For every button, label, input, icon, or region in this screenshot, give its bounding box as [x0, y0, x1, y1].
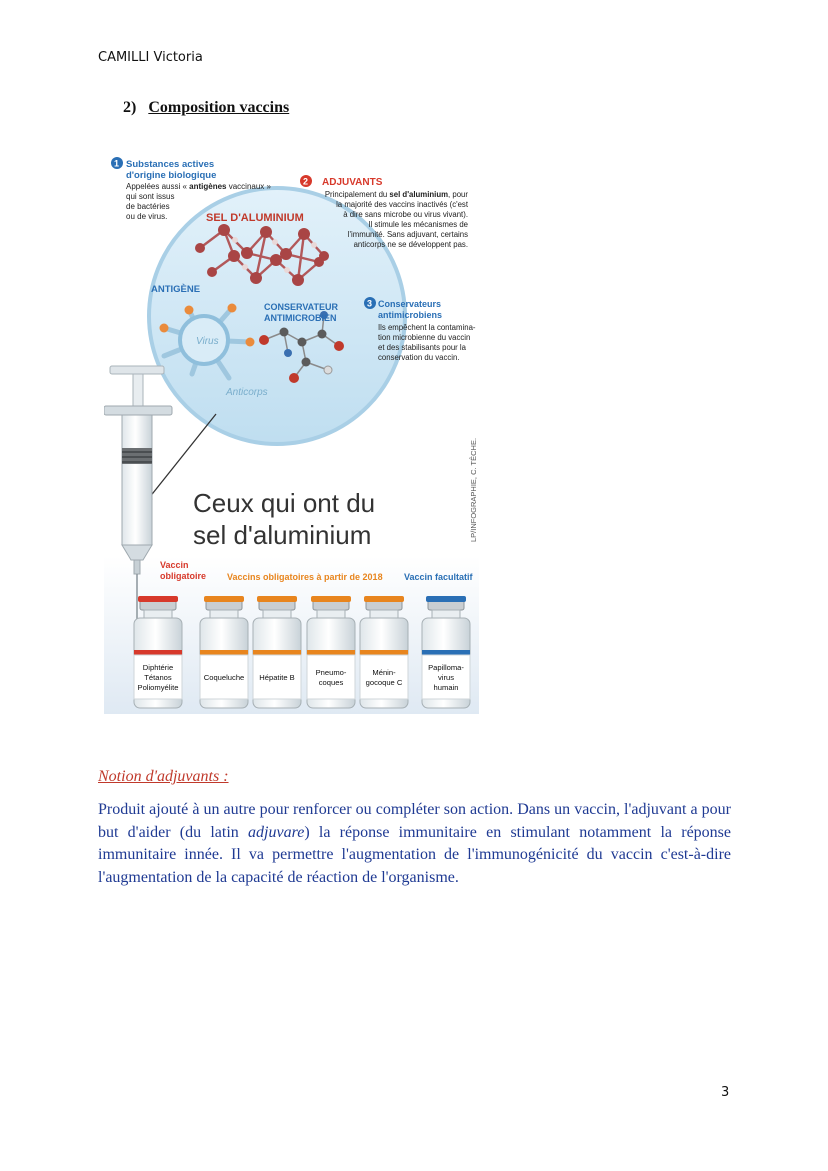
latin-term: adjuvare — [248, 823, 305, 841]
group-obligatoire-line2: obligatoire — [160, 571, 207, 581]
item2-line3: à dire sans microbe ou virus vivant). — [343, 210, 468, 219]
infographic-credit: LP/INFOGRAPHIE, C. TÊCHE. — [469, 437, 478, 542]
item1-desc-line3: de bactéries — [126, 202, 170, 211]
item3-line4: conservation du vaccin. — [378, 353, 460, 362]
vial-1-label-line: Diphtérie — [142, 663, 174, 672]
badge-1-number: 1 — [114, 158, 120, 169]
headline-line2: sel d'aluminium — [193, 520, 372, 550]
vaccine-composition-infographic — [104, 150, 479, 714]
item1-desc-line1: Appelées aussi « antigènes vaccinaux » — [126, 182, 271, 191]
item1-desc-line4: ou de virus. — [126, 212, 168, 221]
notion-body: Produit ajouté à un autre pour renforcer ou compléter son action. Dans un vaccin, l'adjuvant a pour but d'aider (du latin adjuvare) la réponse immunitaire en stimulant notamment la réponse immunitaire innée. Il va permettre l'augmentation de l'immunogénicité du vaccin c'est-à-dire l'augmentation de la capacité de réaction de l'organisme. — [98, 801, 731, 886]
item3-line1: Ils empêchent la contamina- — [378, 323, 476, 332]
item1-desc-line2: qui sont issus — [126, 192, 175, 201]
item2-line6: anticorps ne se développent pas. — [353, 240, 468, 249]
group-facultatif: Vaccin facultatif — [404, 572, 473, 582]
item2-line4: Il stimule les mécanismes de — [368, 220, 468, 229]
item2-title: ADJUVANTS — [322, 177, 383, 188]
item2-line5: l'immunité. Sans adjuvant, certains — [347, 230, 468, 239]
notion-title: Notion d'adjuvants : — [98, 768, 229, 785]
vial-3-label-line: Hépatite B — [259, 673, 295, 682]
vial-2-label-line: Coqueluche — [203, 673, 245, 682]
vial-5-label-line: Ménin- — [372, 668, 396, 677]
group-2018: Vaccins obligatoires à partir de 2018 — [227, 572, 383, 582]
item1-title-line1: Substances actives — [126, 159, 215, 170]
item1-title-line2: d'origine biologique — [126, 170, 217, 181]
section-title: Composition vaccins — [148, 99, 290, 116]
item3-title-line2: antimicrobiens — [378, 310, 443, 320]
vial-1-label-line: Tétanos — [144, 673, 172, 682]
vial-4-label-line: Pneumo- — [315, 668, 347, 677]
vial-6-label-line: Papilloma- — [428, 663, 464, 672]
antibody-label: Anticorps — [226, 387, 268, 398]
preservative-label-line2: ANTIMICROBIEN — [264, 313, 337, 323]
page-number: 3 — [721, 1085, 730, 1100]
badge-3-number: 3 — [367, 298, 373, 309]
vial-5-label-line: gocoque C — [365, 678, 403, 687]
vial-1-label-line: Poliomyélite — [137, 683, 179, 692]
headline-line1: Ceux qui ont du — [193, 488, 376, 518]
section-heading — [123, 99, 289, 117]
vial-6-label-line: humain — [433, 683, 459, 692]
vial-4-label-line: coques — [318, 678, 344, 687]
item3-title-line1: Conservateurs — [378, 299, 442, 309]
virus-label: Virus — [196, 336, 219, 347]
preservative-label-line1: CONSERVATEUR — [264, 302, 339, 312]
vial-6-label-line: virus — [437, 673, 455, 682]
item3-line2: tion microbienne du vaccin — [378, 333, 471, 342]
group-obligatoire-line1: Vaccin — [160, 560, 189, 570]
antigen-label: ANTIGÈNE — [151, 284, 201, 295]
author-name: CAMILLI Victoria — [98, 50, 203, 65]
item3-line3: et des stabilisants pour la — [378, 343, 466, 352]
item2-line1: Principalement du sel d'aluminium, pour — [324, 190, 468, 199]
badge-2-number: 2 — [303, 176, 309, 187]
item2-line2: la majorité des vaccins inactivés (c'est — [336, 200, 468, 209]
section-number: 2) — [123, 99, 137, 116]
aluminium-salt-label: SEL D'ALUMINIUM — [206, 212, 304, 224]
